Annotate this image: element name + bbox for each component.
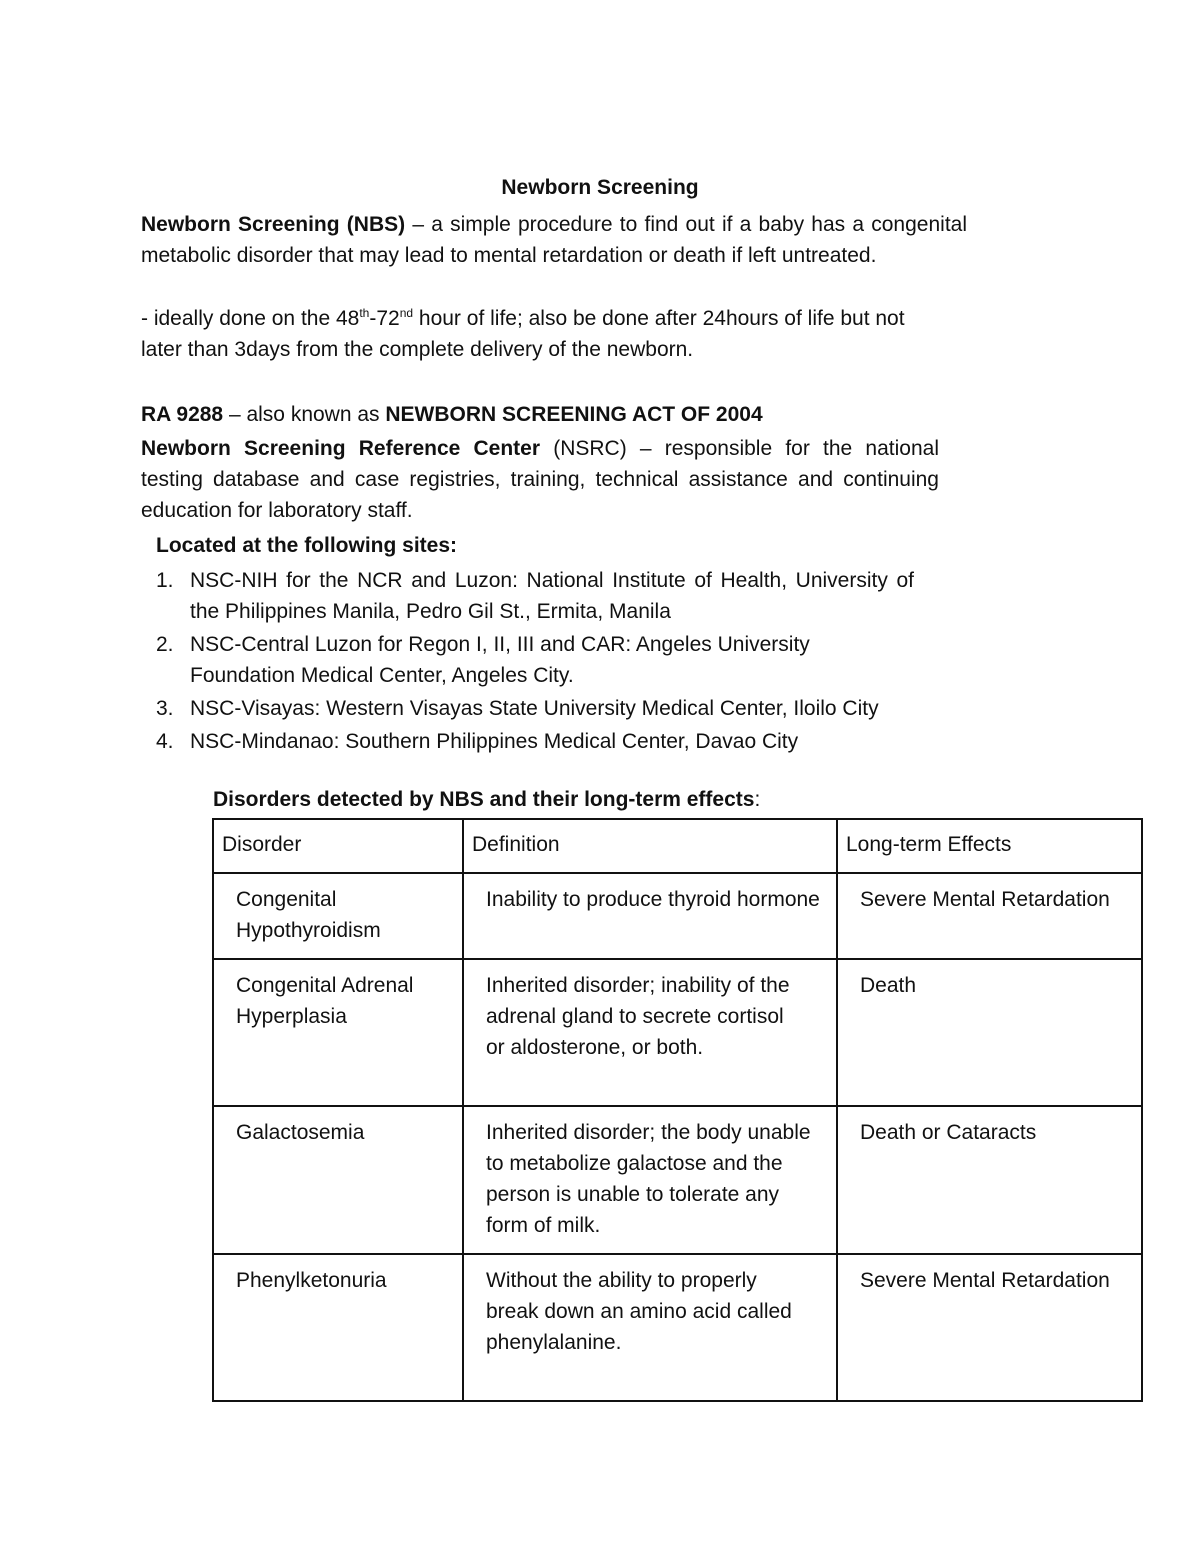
list-item-text: NSC-NIH for the NCR and Luzon: National Institute of Health, University of the Philippines Manila, Pedro Gil St., Ermita, Manila (190, 569, 914, 623)
cell-disorder: Phenylketonuria (213, 1254, 463, 1401)
sites-heading: Located at the following sites: (156, 534, 458, 557)
nbs-definition-text: – a simple procedure to find out if a baby has a congenital metabolic disorder that may lead to mental retardation or death if left untreated. (141, 213, 967, 267)
table-row (213, 1254, 1142, 1401)
ra-label: RA 9288 (141, 403, 224, 426)
cell-disorder: Galactosemia (213, 1106, 463, 1254)
timing-suffix: hour of life; also be done after 24hours of life but not later than 3days from the complete delivery of the newborn. (141, 307, 905, 361)
list-item-text: NSC-Mindanao: Southern Philippines Medical Center, Davao City (190, 730, 799, 753)
table-row (213, 959, 1142, 1106)
timing-prefix: - ideally done on the 48 (141, 307, 360, 330)
timing-sup-th: th (359, 306, 370, 320)
table-caption-colon: : (754, 788, 761, 811)
page-title: Newborn Screening (501, 176, 699, 199)
list-item (156, 629, 914, 691)
list-item-number: 3. (156, 697, 174, 720)
nbs-definition-paragraph (141, 209, 967, 271)
nsrc-description: (NSRC) – responsible for the national testing database and case registries, training, technical assistance and continuing education for laboratory staff. (141, 437, 939, 522)
disorders-table (212, 818, 1143, 1402)
nsrc-term: Newborn Screening Reference Center (141, 437, 541, 460)
table-header-row (213, 819, 1142, 873)
list-item-number: 1. (156, 569, 174, 592)
cell-effect: Severe Mental Retardation (837, 873, 1142, 959)
list-item-text: NSC-Visayas: Western Visayas State University Medical Center, Iloilo City (190, 697, 879, 720)
ra-act-name: NEWBORN SCREENING ACT OF 2004 (385, 403, 763, 426)
nbs-timing-paragraph (141, 303, 941, 365)
list-item-number: 2. (156, 633, 174, 656)
timing-sup-nd: nd (399, 306, 414, 320)
list-item-text: NSC-Central Luzon for Regon I, II, III and CAR: Angeles University Foundation Medical Center, Angeles City. (190, 633, 810, 687)
timing-mid: -72 (369, 307, 400, 330)
cell-disorder: Congenital Hypothyroidism (213, 873, 463, 959)
nsrc-paragraph (141, 433, 939, 526)
table-caption (213, 788, 760, 812)
list-item (156, 565, 914, 627)
cell-effect: Death or Cataracts (837, 1106, 1142, 1254)
list-item-number: 4. (156, 730, 174, 753)
table-row (213, 1106, 1142, 1254)
table-row (213, 873, 1142, 959)
ra-paragraph (141, 399, 967, 430)
table-caption-text: Disorders detected by NBS and their long-term effects (213, 788, 755, 811)
cell-definition: Inability to produce thyroid hormone (463, 873, 837, 959)
header-effects: Long-term Effects (837, 819, 1142, 873)
cell-definition: Inherited disorder; the body unable to metabolize galactose and the person is unable to tolerate any form of milk. (463, 1106, 837, 1254)
ra-connector: – also known as (223, 403, 386, 426)
header-disorder: Disorder (213, 819, 463, 873)
cell-effect: Death (837, 959, 1142, 1106)
cell-definition: Inherited disorder; inability of the adrenal gland to secrete cortisol or aldosterone, or both. (463, 959, 837, 1106)
cell-disorder: Congenital Adrenal Hyperplasia (213, 959, 463, 1106)
cell-definition: Without the ability to properly break down an amino acid called phenylalanine. (463, 1254, 837, 1401)
header-definition: Definition (463, 819, 837, 873)
list-item (156, 693, 956, 724)
sites-list (156, 565, 956, 759)
list-item (156, 726, 956, 757)
nbs-term: Newborn Screening (NBS) (141, 213, 406, 236)
cell-effect: Severe Mental Retardation (837, 1254, 1142, 1401)
